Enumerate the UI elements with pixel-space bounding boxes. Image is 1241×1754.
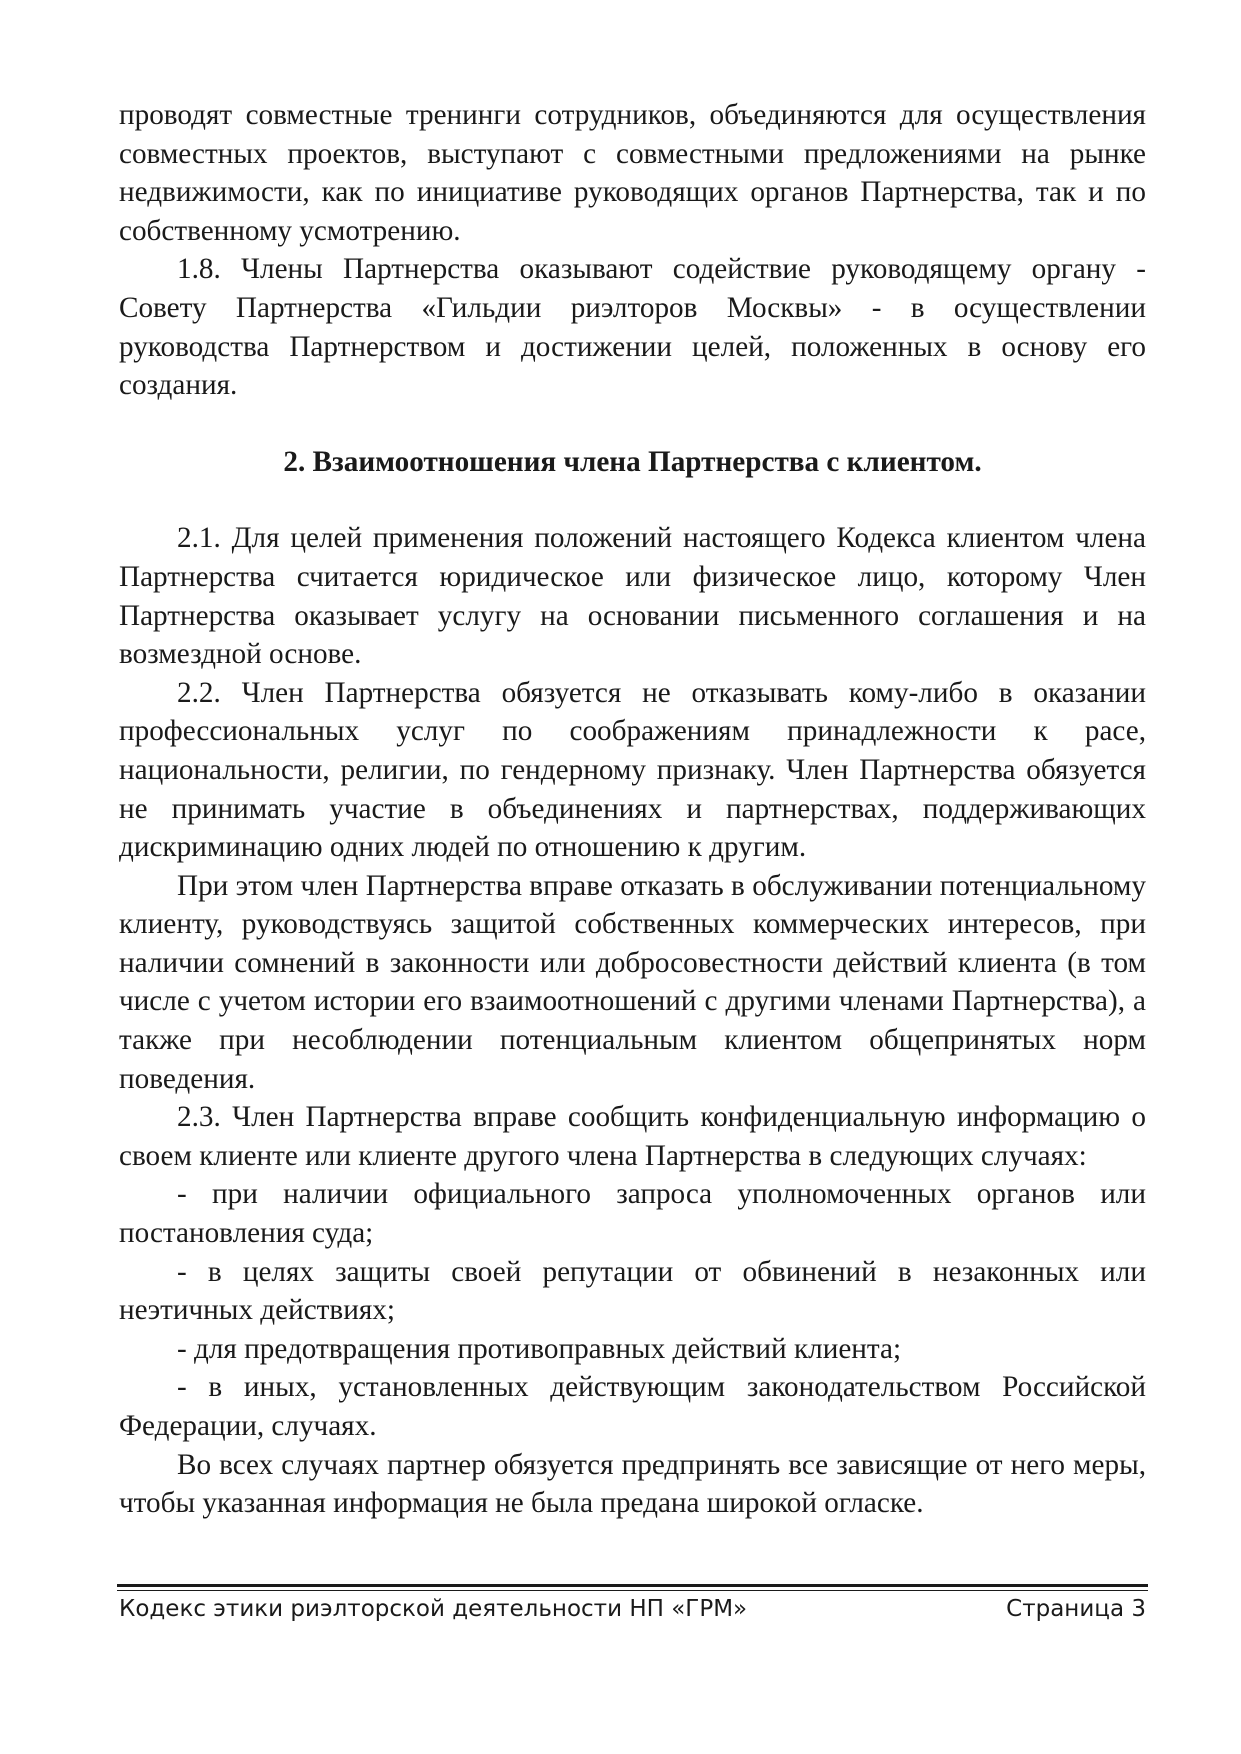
list-item: - в целях защиты своей репутации от обвинений в незаконных или неэтичных действиях;	[119, 1255, 1146, 1327]
paragraph-2-2-continuation: При этом член Партнерства вправе отказать в обслуживании потенциальному клиенту, руководствуясь защитой собственных коммерческих интересов, при наличии сомнений в законности или добросовестности действий клиента (в том числе с учетом истории его взаимоотношений с другими членами Партнерства), а также при несоблюдении потенциальным клиентом общепринятых норм поведения.	[119, 869, 1146, 1095]
page-footer	[119, 1594, 1146, 1624]
footer-divider	[117, 1584, 1148, 1591]
footer-document-title: Кодекс этики риэлторской деятельности НП «ГРМ»	[119, 1596, 748, 1622]
paragraph-1-7-continuation: проводят совместные тренинги сотрудников, объединяются для осуществления совместных проектов, выступают с совместными предложениями на рынке недвижимости, как по инициативе руководящих органов Партнерства, так и по собственному усмотрению.	[119, 99, 1146, 247]
section-2-heading: 2. Взаимоотношения члена Партнерства с клиентом.	[283, 445, 982, 478]
paragraph-2-3: 2.3. Член Партнерства вправе сообщить конфиденциальную информацию о своем клиенте или клиенте другого члена Партнерства в следующих случаях:	[119, 1101, 1146, 1172]
list-item: - в иных, установленных действующим законодательством Российской Федерации, случаях.	[119, 1371, 1146, 1442]
paragraph-2-2: 2.2. Член Партнерства обязуется не отказывать кому-либо в оказании профессиональных услуг по соображениям принадлежности к расе, национальности, религии, по гендерному признаку. Член Партнерства обязуется не принимать участие в объединениях и партнерствах, поддерживающих дискриминацию одних людей по отношению к другим.	[119, 676, 1146, 864]
document-body	[119, 96, 1146, 1523]
list-item: - для предотвращения противоправных действий клиента;	[177, 1332, 902, 1365]
footer-page-number: Страница 3	[1006, 1596, 1146, 1622]
list-item: - при наличии официального запроса уполномоченных органов или постановления суда;	[119, 1178, 1146, 1250]
paragraph-1-8: 1.8. Члены Партнерства оказывают содействие руководящему органу - Совету Партнерства «Гильдии риэлторов Москвы» - в осуществлении руководства Партнерством и достижении целей, положенных в основу его создания.	[119, 253, 1146, 402]
paragraph-2-3-final: Во всех случаях партнер обязуется предпринять все зависящие от него меры, чтобы указанная информация не была предана широкой огласке.	[119, 1448, 1146, 1520]
paragraph-2-1: 2.1. Для целей применения положений настоящего Кодекса клиентом члена Партнерства считается юридическое или физическое лицо, которому Член Партнерства оказывает услугу на основании письменного соглашения и на возмездной основе.	[119, 522, 1146, 671]
